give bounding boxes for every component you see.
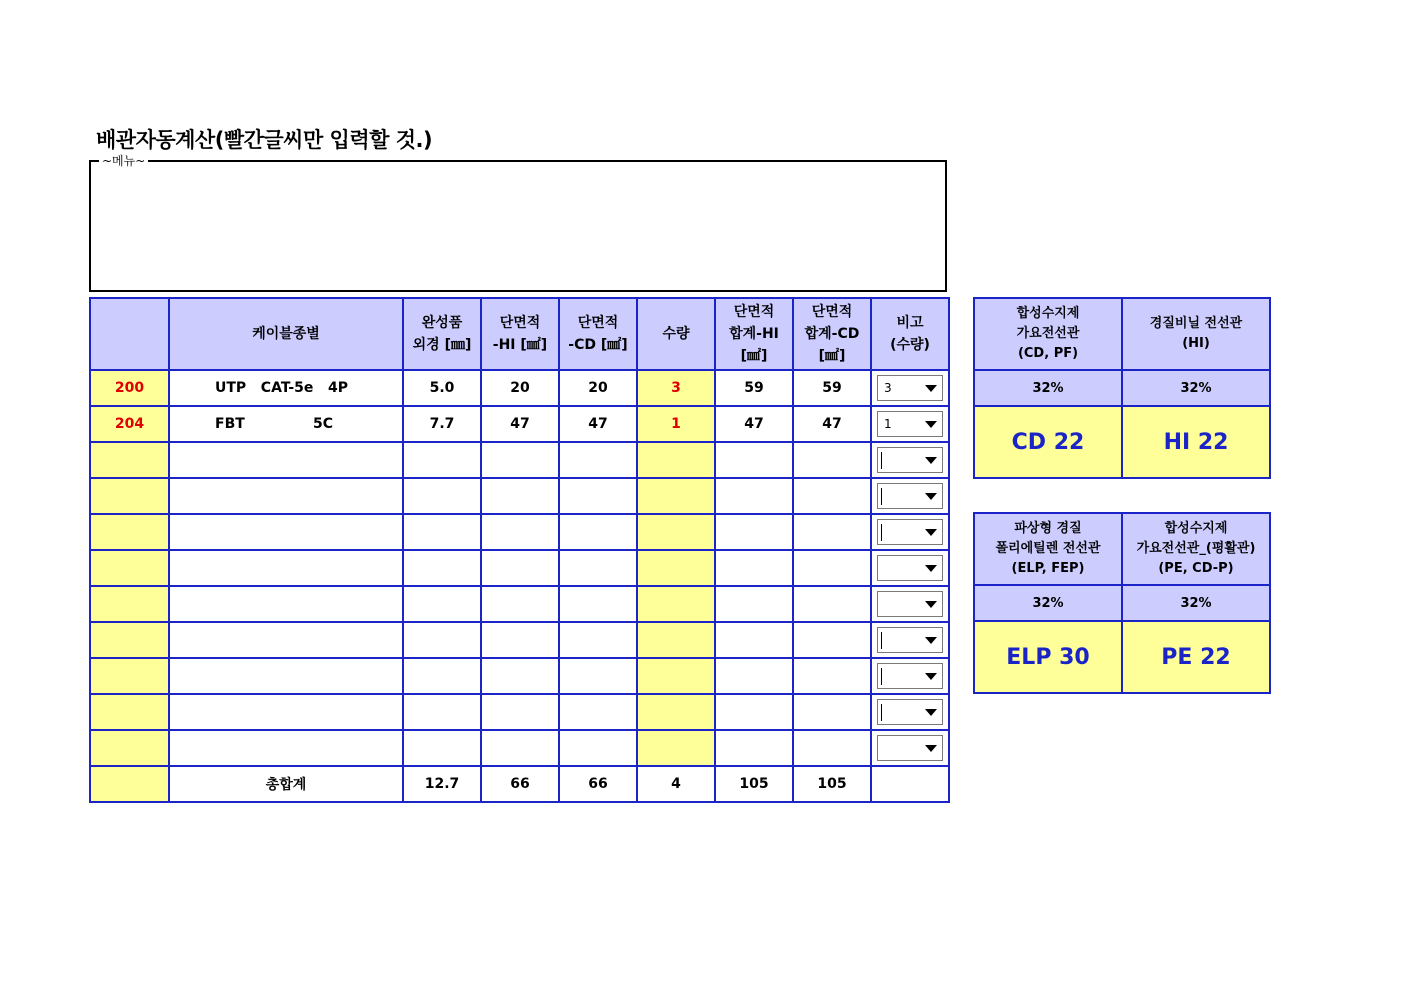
qty-dropdown[interactable] [877, 699, 943, 725]
cable-type-cell [169, 442, 403, 478]
area-hi-cell [481, 550, 559, 586]
area-hi-cell [481, 694, 559, 730]
sum-hi-cell: 47 [715, 406, 793, 442]
cable-no-input[interactable] [90, 550, 169, 586]
od-cell [403, 514, 481, 550]
sum-cd-cell: 59 [793, 370, 871, 406]
qty-input[interactable] [637, 442, 715, 478]
conduit-hi-header: 경질비닐 전선관 (HI) [1122, 298, 1270, 370]
cable-no-input[interactable] [90, 514, 169, 550]
table-row [90, 442, 949, 478]
table-row [90, 406, 949, 442]
area-cd-cell [559, 730, 637, 766]
note-cell [871, 658, 949, 694]
total-area-hi: 66 [481, 766, 559, 802]
qty-input[interactable]: 3 [637, 370, 715, 406]
qty-input[interactable] [637, 514, 715, 550]
header-area-cd: 단면적 -CD [㎟] [559, 298, 637, 370]
conduit-elp-header: 파상형 경질 폴리에틸렌 전선관 (ELP, FEP) [974, 513, 1122, 585]
note-cell [871, 694, 949, 730]
area-cd-cell [559, 550, 637, 586]
header-qty: 수량 [637, 298, 715, 370]
od-cell [403, 658, 481, 694]
qty-dropdown[interactable] [877, 555, 943, 581]
calc-table [89, 297, 950, 803]
qty-dropdown[interactable] [877, 447, 943, 473]
chevron-down-icon[interactable] [920, 376, 942, 400]
sum-cd-cell [793, 622, 871, 658]
note-cell [871, 550, 949, 586]
sum-hi-cell [715, 622, 793, 658]
od-cell [403, 694, 481, 730]
chevron-down-icon[interactable] [920, 628, 942, 652]
note-cell [871, 406, 949, 442]
page-title: 배관자동계산(빨간글씨만 입력할 것.) [96, 128, 433, 152]
qty-input[interactable] [637, 658, 715, 694]
note-cell [871, 370, 949, 406]
area-cd-cell [559, 586, 637, 622]
conduit-cd-pf-percent: 32% [974, 370, 1122, 406]
sum-hi-cell [715, 586, 793, 622]
note-cell [871, 730, 949, 766]
cable-type-cell [169, 550, 403, 586]
area-hi-cell [481, 622, 559, 658]
cable-type-cell [169, 730, 403, 766]
qty-input[interactable] [637, 622, 715, 658]
cable-no-input[interactable]: 204 [90, 406, 169, 442]
chevron-down-icon[interactable] [920, 592, 942, 616]
area-cd-cell [559, 442, 637, 478]
cable-type-cell: FBT 5C [169, 406, 403, 442]
menu-group [89, 154, 947, 292]
qty-dropdown[interactable] [877, 627, 943, 653]
chevron-down-icon[interactable] [920, 520, 942, 544]
od-cell: 7.7 [403, 406, 481, 442]
cable-no-input[interactable] [90, 586, 169, 622]
conduit-cd-pf-header: 합성수지제 가요전선관 (CD, PF) [974, 298, 1122, 370]
conduit-result-table-1 [973, 297, 1271, 479]
sum-cd-cell [793, 478, 871, 514]
qty-dropdown[interactable] [877, 735, 943, 761]
conduit-cd-pf-result: CD 22 [974, 406, 1122, 478]
sum-cd-cell [793, 442, 871, 478]
total-no-cell [90, 766, 169, 802]
cable-type-cell [169, 658, 403, 694]
area-hi-cell [481, 514, 559, 550]
sum-cd-cell: 47 [793, 406, 871, 442]
table-row [90, 694, 949, 730]
cable-no-input[interactable] [90, 622, 169, 658]
header-note: 비고 (수량) [871, 298, 949, 370]
sum-hi-cell [715, 730, 793, 766]
qty-input[interactable] [637, 730, 715, 766]
total-sum-cd: 105 [793, 766, 871, 802]
conduit-pe-header: 합성수지제 가요전선관_(평활관) (PE, CD-P) [1122, 513, 1270, 585]
sum-hi-cell [715, 442, 793, 478]
od-cell [403, 478, 481, 514]
cable-no-input[interactable]: 200 [90, 370, 169, 406]
area-cd-cell [559, 622, 637, 658]
note-cell [871, 514, 949, 550]
total-qty: 4 [637, 766, 715, 802]
chevron-down-icon[interactable] [920, 664, 942, 688]
conduit-hi-result: HI 22 [1122, 406, 1270, 478]
qty-dropdown[interactable]: 1 [877, 411, 943, 437]
qty-input[interactable] [637, 694, 715, 730]
chevron-down-icon[interactable] [920, 484, 942, 508]
cable-type-cell [169, 478, 403, 514]
total-row [90, 766, 949, 802]
cable-type-cell [169, 694, 403, 730]
total-sum-hi: 105 [715, 766, 793, 802]
area-cd-cell: 20 [559, 370, 637, 406]
sum-cd-cell [793, 514, 871, 550]
qty-input[interactable] [637, 550, 715, 586]
area-cd-cell [559, 478, 637, 514]
area-hi-cell [481, 658, 559, 694]
cable-no-input[interactable] [90, 730, 169, 766]
conduit-hi-percent: 32% [1122, 370, 1270, 406]
conduit-elp-result: ELP 30 [974, 621, 1122, 693]
area-cd-cell [559, 694, 637, 730]
total-note [871, 766, 949, 802]
chevron-down-icon[interactable] [920, 700, 942, 724]
chevron-down-icon[interactable] [920, 412, 942, 436]
header-sum-cd: 단면적 합계-CD [㎟] [793, 298, 871, 370]
sum-cd-cell [793, 586, 871, 622]
cable-type-cell [169, 622, 403, 658]
total-label: 총합계 [169, 766, 403, 802]
header-cable: 케이블종별 [169, 298, 403, 370]
cable-no-input[interactable] [90, 694, 169, 730]
cable-no-input[interactable] [90, 442, 169, 478]
chevron-down-icon[interactable] [920, 556, 942, 580]
table-row [90, 658, 949, 694]
header-area-hi: 단면적 -HI [㎟] [481, 298, 559, 370]
od-cell [403, 730, 481, 766]
area-hi-cell [481, 586, 559, 622]
cable-type-cell: UTP CAT-5e 4P [169, 370, 403, 406]
menu-label: ~메뉴~ [99, 153, 148, 169]
cable-no-input[interactable] [90, 478, 169, 514]
qty-dropdown[interactable] [877, 591, 943, 617]
table-row [90, 370, 949, 406]
sum-hi-cell [715, 478, 793, 514]
conduit-result-table-2 [973, 512, 1271, 694]
area-hi-cell: 47 [481, 406, 559, 442]
qty-dropdown[interactable] [877, 663, 943, 689]
qty-input[interactable] [637, 586, 715, 622]
table-row [90, 550, 949, 586]
area-hi-cell [481, 442, 559, 478]
area-cd-cell [559, 514, 637, 550]
sum-cd-cell [793, 658, 871, 694]
cable-type-cell [169, 514, 403, 550]
sum-hi-cell [715, 658, 793, 694]
chevron-down-icon[interactable] [920, 448, 942, 472]
qty-input[interactable]: 1 [637, 406, 715, 442]
note-cell [871, 478, 949, 514]
header-no [90, 298, 169, 370]
qty-dropdown[interactable]: 3 [877, 375, 943, 401]
od-cell: 5.0 [403, 370, 481, 406]
qty-input[interactable] [637, 478, 715, 514]
table-row [90, 622, 949, 658]
area-cd-cell [559, 658, 637, 694]
header-od: 완성품 외경 [㎜] [403, 298, 481, 370]
area-hi-cell [481, 478, 559, 514]
area-cd-cell: 47 [559, 406, 637, 442]
od-cell [403, 622, 481, 658]
sum-hi-cell [715, 694, 793, 730]
sum-hi-cell [715, 514, 793, 550]
od-cell [403, 442, 481, 478]
area-hi-cell: 20 [481, 370, 559, 406]
conduit-pe-percent: 32% [1122, 585, 1270, 621]
table-row [90, 730, 949, 766]
od-cell [403, 586, 481, 622]
conduit-pe-result: PE 22 [1122, 621, 1270, 693]
cable-no-input[interactable] [90, 658, 169, 694]
sum-hi-cell: 59 [715, 370, 793, 406]
qty-dropdown[interactable] [877, 483, 943, 509]
sum-cd-cell [793, 694, 871, 730]
sum-cd-cell [793, 730, 871, 766]
chevron-down-icon[interactable] [920, 736, 942, 760]
header-row [90, 298, 949, 370]
note-cell [871, 586, 949, 622]
cable-type-cell [169, 586, 403, 622]
note-cell [871, 622, 949, 658]
header-sum-hi: 단면적 합계-HI [㎟] [715, 298, 793, 370]
sum-cd-cell [793, 550, 871, 586]
od-cell [403, 550, 481, 586]
qty-dropdown[interactable] [877, 519, 943, 545]
note-cell [871, 442, 949, 478]
sum-hi-cell [715, 550, 793, 586]
total-od: 12.7 [403, 766, 481, 802]
area-hi-cell [481, 730, 559, 766]
table-row [90, 586, 949, 622]
conduit-elp-percent: 32% [974, 585, 1122, 621]
table-row [90, 478, 949, 514]
table-row [90, 514, 949, 550]
total-area-cd: 66 [559, 766, 637, 802]
